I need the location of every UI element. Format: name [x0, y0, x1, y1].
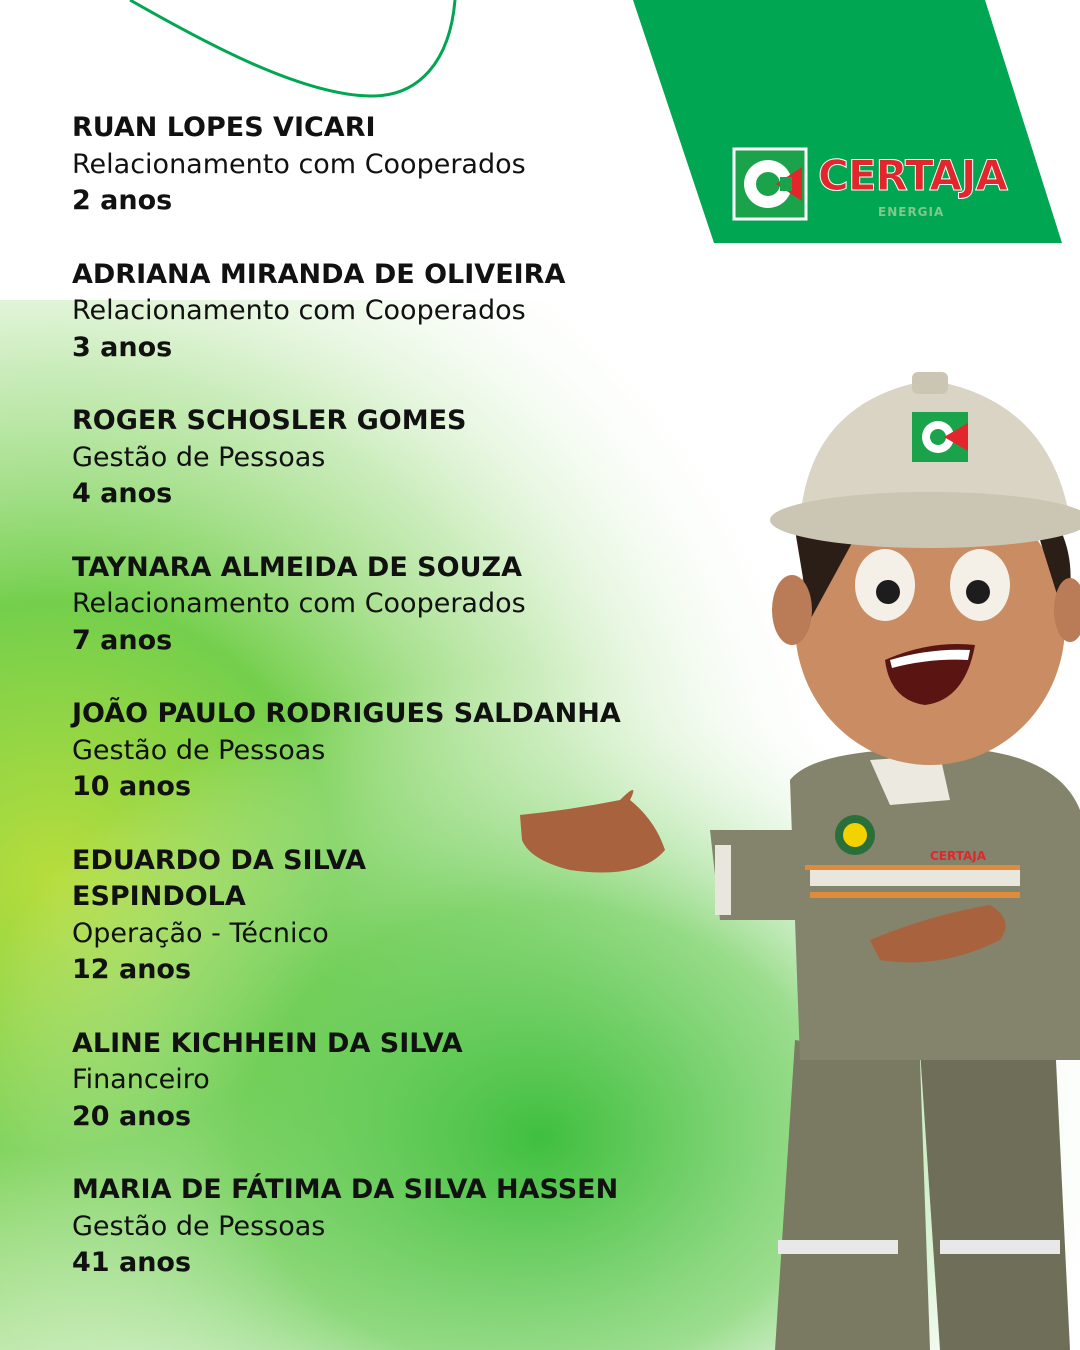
person-name: EDUARDO DA SILVA ESPINDOLA	[72, 844, 367, 912]
brand-logo	[732, 147, 1012, 223]
list-item	[72, 1172, 652, 1282]
person-name: ROGER SCHOSLER GOMES	[72, 405, 467, 436]
person-years: 4 anos	[72, 478, 173, 509]
person-name: MARIA DE FÁTIMA DA SILVA HASSEN	[72, 1174, 619, 1205]
person-name: JOÃO PAULO RODRIGUES SALDANHA	[72, 698, 621, 729]
list-item	[72, 1026, 652, 1136]
brand-name: CERTAJA	[818, 151, 1007, 200]
person-name: ADRIANA MIRANDA DE OLIVEIRA	[72, 258, 566, 290]
list-item	[72, 403, 652, 513]
person-years: 7 anos	[72, 624, 173, 656]
certaja-c-icon	[732, 147, 808, 221]
person-department: Relacionamento com Cooperados	[72, 295, 526, 326]
person-department: Relacionamento com Cooperados	[72, 588, 526, 619]
person-years: 41 anos	[72, 1247, 192, 1278]
list-item	[72, 257, 652, 367]
person-years: 20 anos	[72, 1100, 192, 1132]
list-item	[72, 696, 652, 806]
tenure-list	[72, 110, 652, 1319]
person-department: Relacionamento com Cooperados	[72, 148, 526, 180]
list-item	[72, 550, 652, 660]
person-name: TAYNARA ALMEIDA DE SOUZA	[72, 551, 522, 583]
person-department: Financeiro	[72, 1064, 210, 1095]
person-name: ALINE KICHHEIN DA SILVA	[72, 1027, 463, 1059]
person-department: Gestão de Pessoas	[72, 734, 326, 766]
person-years: 3 anos	[72, 331, 173, 363]
list-item	[72, 110, 652, 220]
person-years: 12 anos	[72, 954, 192, 985]
person-years: 2 anos	[72, 185, 173, 216]
brand-subtitle: ENERGIA	[878, 205, 945, 219]
person-department: Gestão de Pessoas	[72, 1210, 326, 1242]
list-item	[72, 843, 652, 989]
person-department: Gestão de Pessoas	[72, 441, 326, 473]
person-name: RUAN LOPES VICARI	[72, 112, 376, 143]
person-department: Operação - Técnico	[72, 917, 329, 949]
chest-logo-text: CERTAJA	[930, 849, 986, 863]
person-years: 10 anos	[72, 771, 192, 802]
